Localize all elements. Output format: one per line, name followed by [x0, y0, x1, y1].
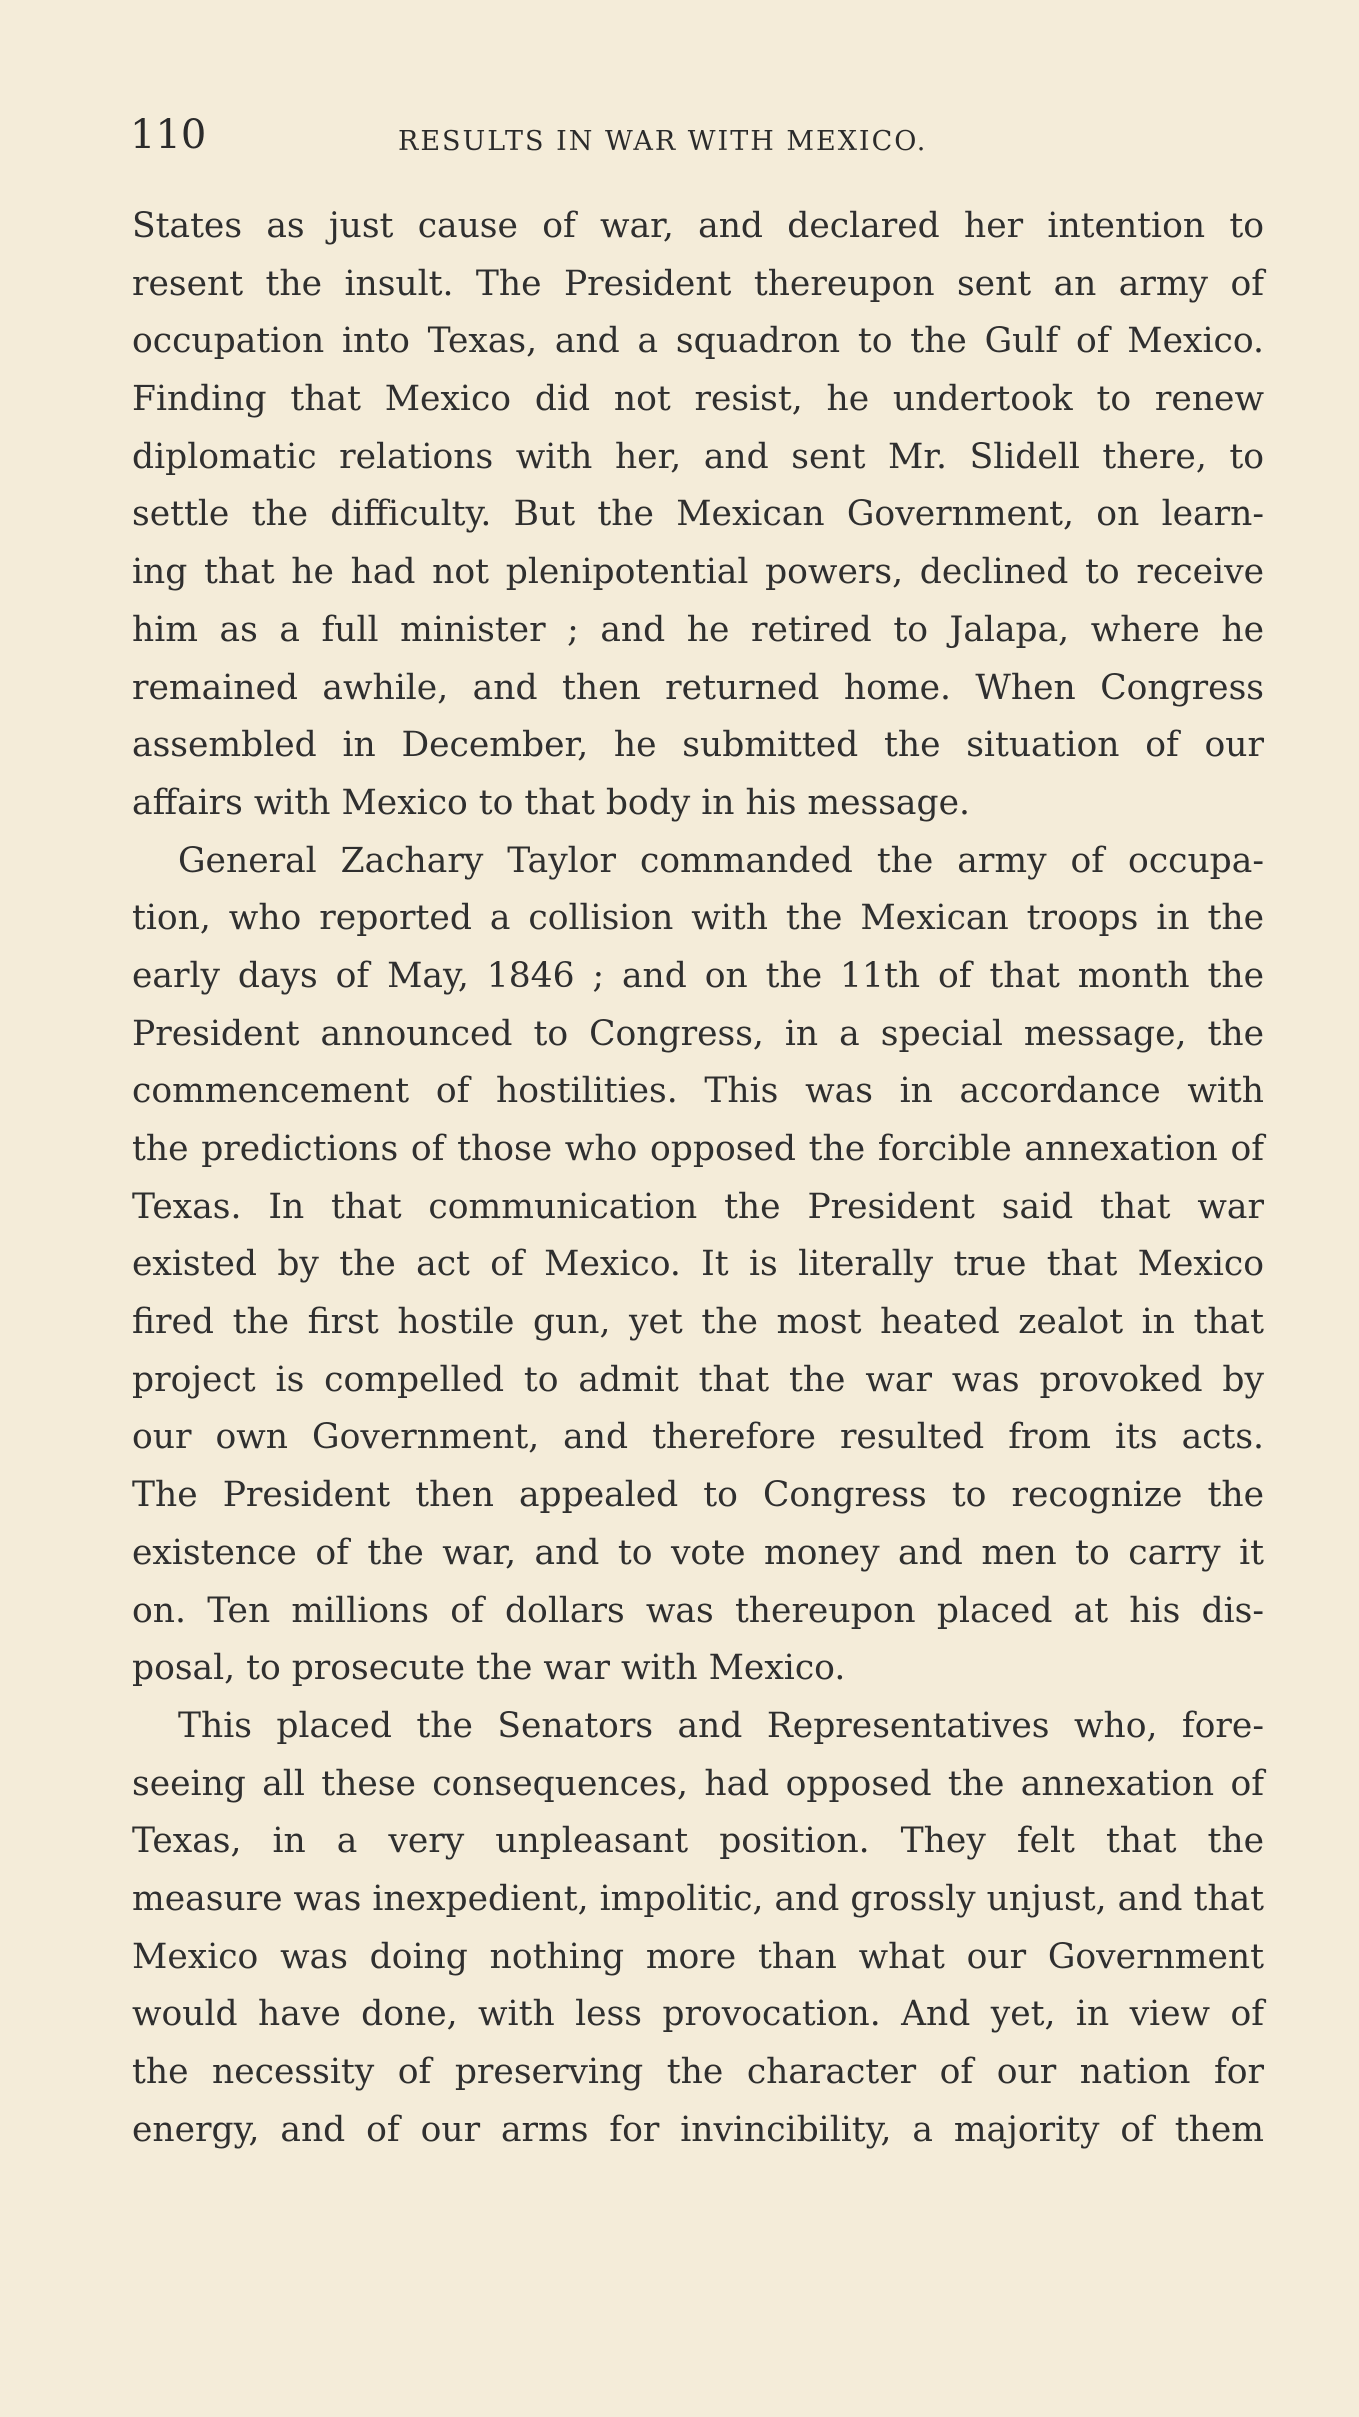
text-line: tion, who reported a collision with the Mexican troops in the — [132, 898, 1264, 939]
text-line: affairs with Mexico to that body in his message. — [132, 782, 970, 823]
text-line: settle the difficulty. But the Mexican Government, on learn- — [132, 494, 1264, 535]
text-line: assembled in December, he submitted the situation of our — [132, 725, 1264, 766]
paragraph — [132, 1698, 1264, 2160]
text-line: energy, and of our arms for invincibility, a majority of them — [132, 2109, 1264, 2150]
text-line: fired the first hostile gun, yet the most heated zealot in that — [132, 1302, 1264, 1343]
text-line: This placed the Senators and Representatives who, fore- — [178, 1705, 1264, 1746]
text-line: on. Ten millions of dollars was thereupon placed at his dis- — [132, 1590, 1264, 1631]
text-line: existence of the war, and to vote money and men to carry it — [132, 1532, 1264, 1573]
paragraph — [132, 833, 1264, 1698]
text-line: measure was inexpedient, impolitic, and grossly unjust, and that — [132, 1878, 1264, 1919]
page-number: 110 — [130, 112, 207, 158]
text-line: General Zachary Taylor commanded the army of occupa- — [178, 840, 1264, 881]
text-line: Texas, in a very unpleasant position. They felt that the — [132, 1821, 1264, 1862]
text-line: existed by the act of Mexico. It is literally true that Mexico — [132, 1244, 1264, 1285]
text-line: ing that he had not plenipotential powers, declined to receive — [132, 552, 1264, 593]
running-head: RESULTS IN WAR WITH MEXICO. — [398, 126, 928, 157]
page-header — [130, 108, 1270, 168]
text-line: early days of May, 1846 ; and on the 11th of that month the — [132, 955, 1264, 996]
text-line: diplomatic relations with her, and sent Mr. Slidell there, to — [132, 436, 1264, 477]
text-line: Finding that Mexico did not resist, he undertook to renew — [132, 379, 1264, 420]
text-line: States as just cause of war, and declared her intention to — [132, 206, 1264, 246]
text-line: would have done, with less provocation. And yet, in view of — [132, 1994, 1264, 2035]
paragraph — [132, 198, 1264, 833]
text-line: Texas. In that communication the President said that war — [132, 1186, 1264, 1227]
text-line: President announced to Congress, in a special message, the — [132, 1013, 1264, 1054]
text-line: commencement of hostilities. This was in accordance with — [132, 1071, 1264, 1112]
text-line: remained awhile, and then returned home. When Congress — [132, 667, 1264, 708]
text-line: the predictions of those who opposed the forcible annexation of — [132, 1129, 1264, 1169]
text-line: our own Government, and therefore resulted from its acts. — [132, 1417, 1264, 1458]
text-line: occupation into Texas, and a squadron to the Gulf of Mexico. — [132, 321, 1264, 362]
text-line: resent the insult. The President thereupon sent an army of — [132, 263, 1264, 304]
text-line: seeing all these consequences, had opposed the annexation of — [132, 1763, 1264, 1804]
text-line: him as a full minister ; and he retired to Jalapa, where he — [132, 609, 1264, 650]
text-line: Mexico was doing nothing more than what our Government — [132, 1936, 1264, 1977]
text-line: project is compelled to admit that the war was provoked by — [132, 1359, 1264, 1400]
body-text — [132, 198, 1264, 2159]
text-line: The President then appealed to Congress to recognize the — [132, 1475, 1264, 1516]
text-line: the necessity of preserving the character of our nation for — [132, 2052, 1264, 2092]
text-line: posal, to prosecute the war with Mexico. — [132, 1648, 846, 1689]
